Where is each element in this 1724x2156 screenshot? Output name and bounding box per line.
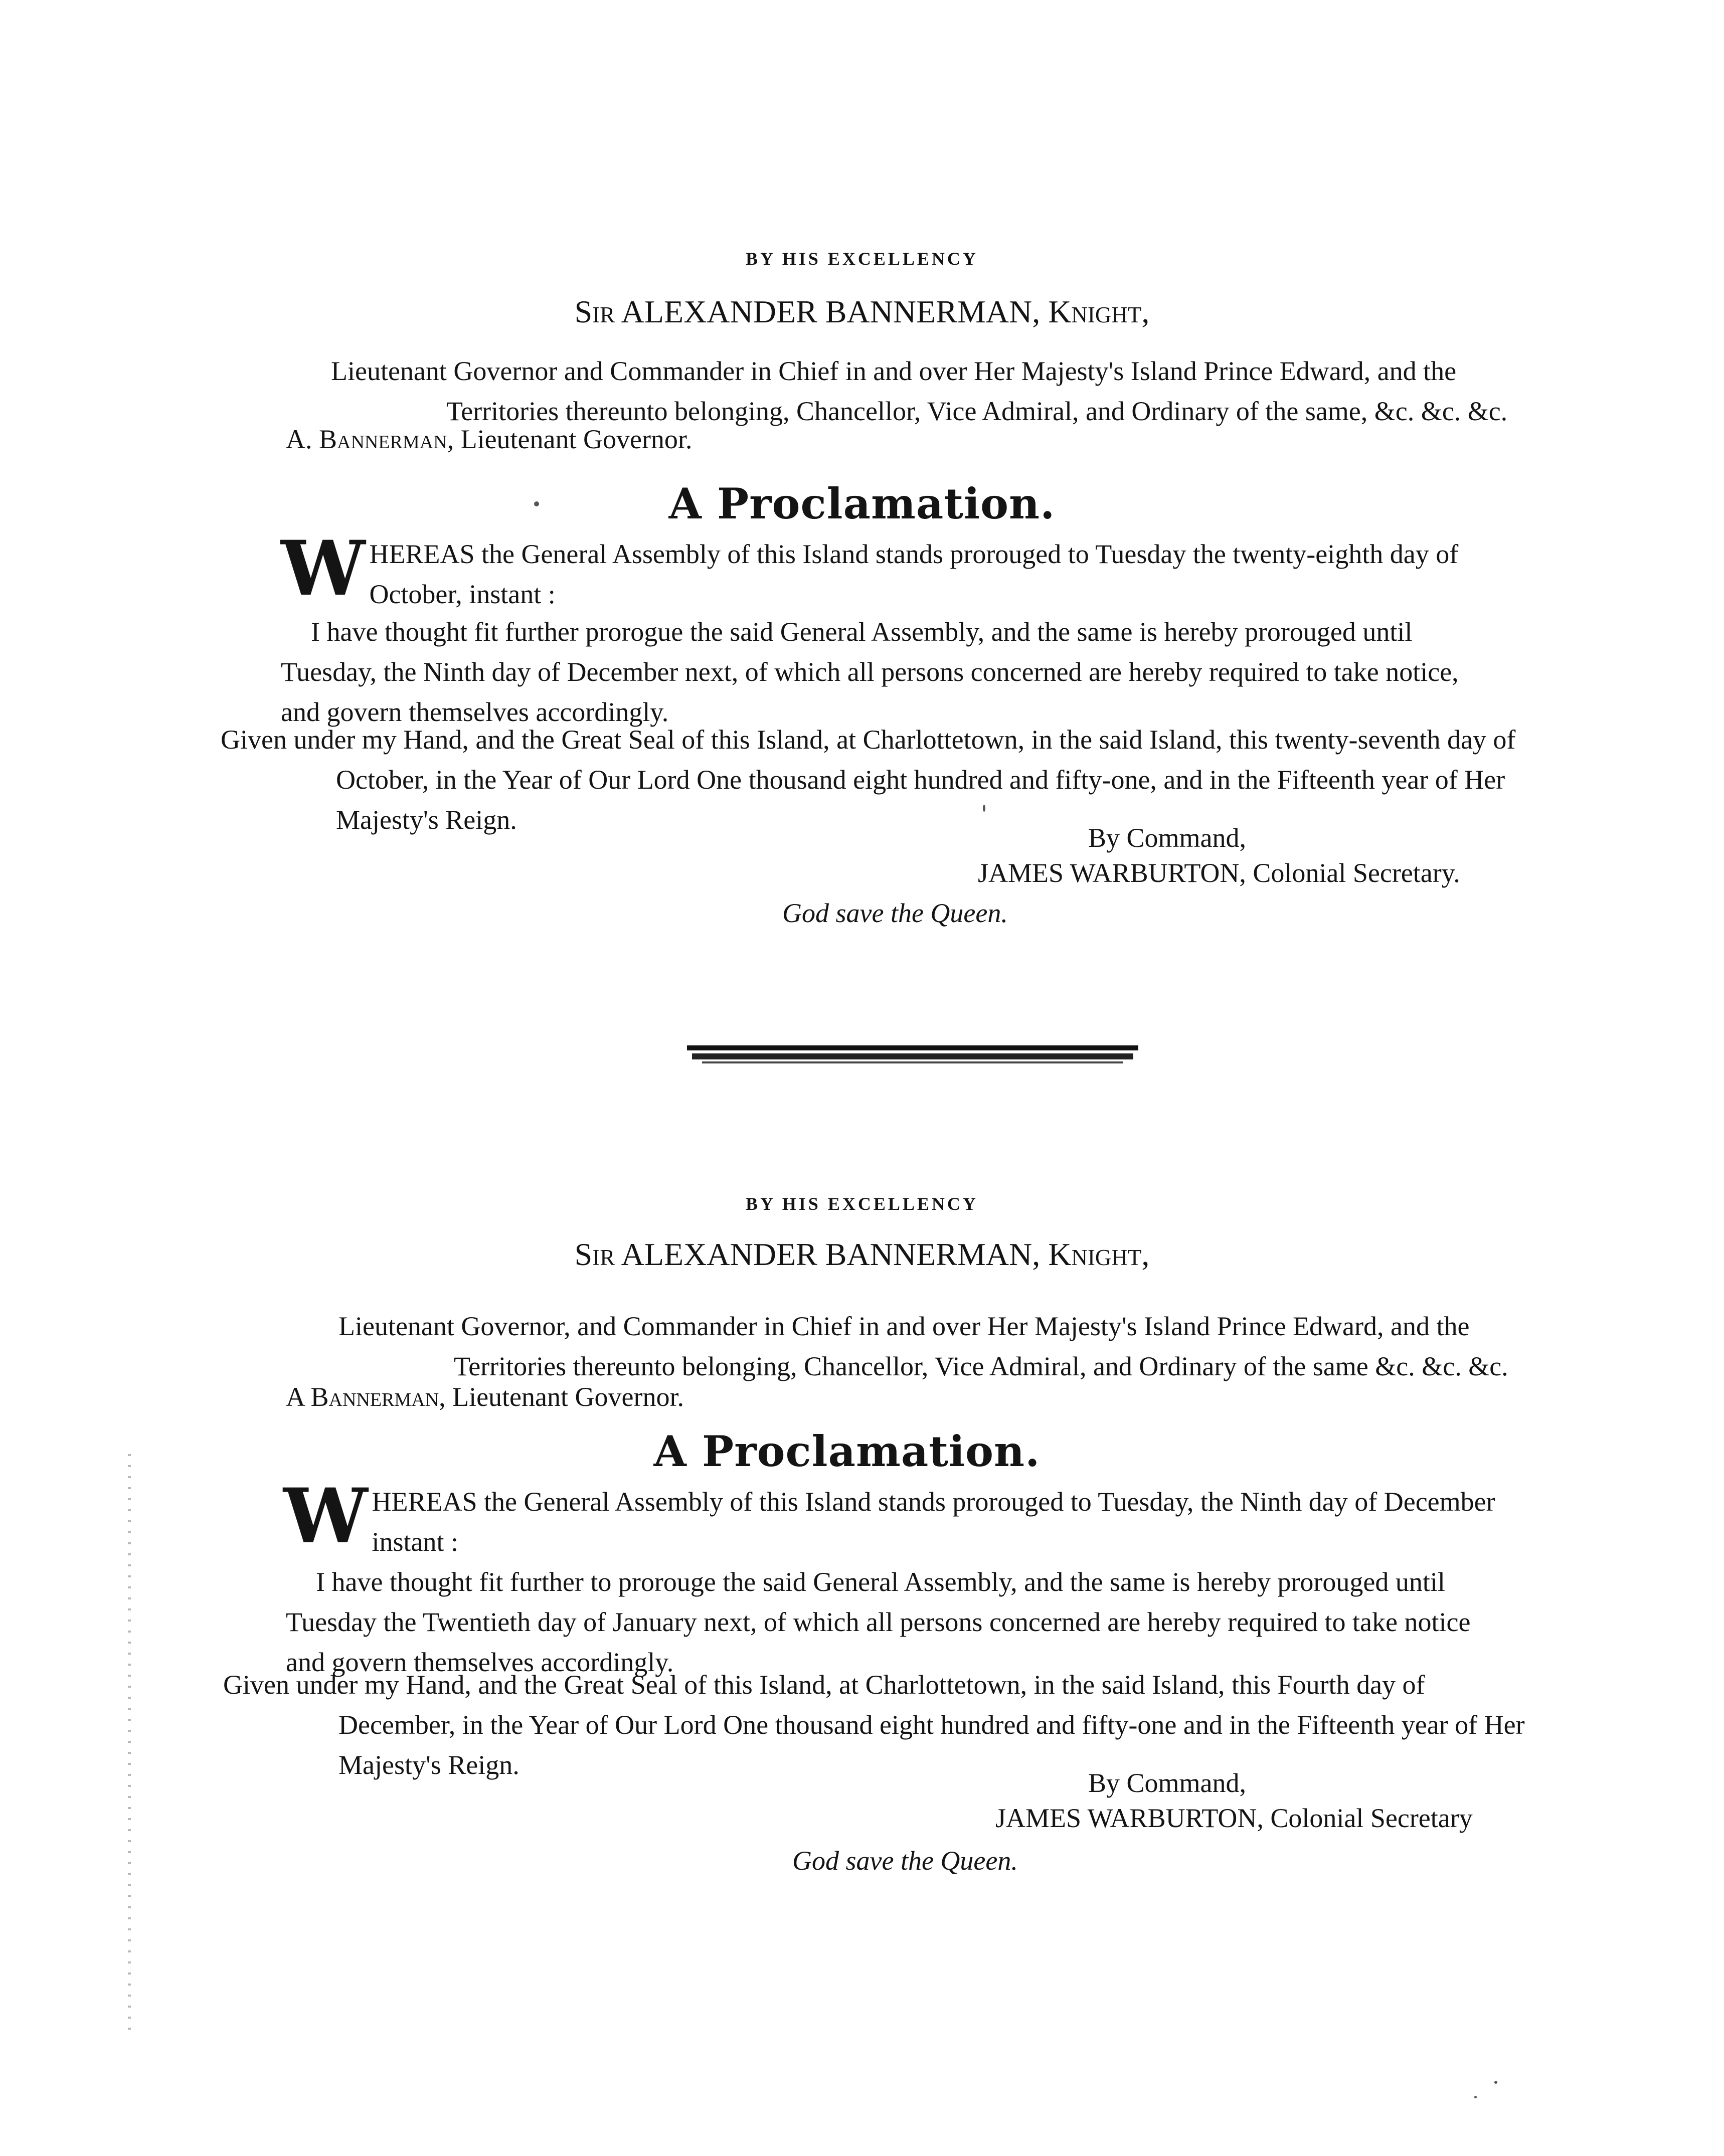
governor-suffix: Knight,: [1048, 1236, 1150, 1272]
signer-title: Lieutenant Governor.: [460, 424, 693, 454]
titles-line-2: Territories thereunto belonging, Chancellor, Vice Admiral, and Ordinary of the same, &c. &c. &c.: [446, 396, 1508, 426]
governor-name: ALEXANDER BANNERMAN,: [621, 1236, 1041, 1272]
scan-speck: [534, 501, 539, 506]
divider-rule-bottom: [702, 1061, 1123, 1063]
governor-prefix: Sir: [574, 294, 615, 329]
given-under-paragraph: Given under my Hand, and the Great Seal of this Island, at Charlottetown, in the said Island, this Fourth day of December, in the Year of Our Lord One thousand eight hundred and fifty-one and in the Fifteenth year of Her Majesty's Reign.: [223, 1670, 1525, 1780]
prorogue-paragraph: I have thought fit further to prorouge the said General Assembly, and the same is hereby prorouged until Tuesday the Twentieth day of January next, of which all persons concerned are hereby required to take notice and govern themselves accordingly.: [286, 1567, 1471, 1677]
signer-title: Lieutenant Governor.: [452, 1382, 684, 1412]
proclamation-headline: A Proclamation.: [668, 479, 1056, 528]
signer-name: A. Bannerman,: [286, 424, 454, 454]
section-divider-rule: [687, 1045, 1138, 1065]
prorogue-paragraph: I have thought fit further prorogue the said General Assembly, and the same is hereby prorouged until Tuesday, the Ninth day of December next, of which all persons concerned are hereby required to take notice, and govern themselves accordingly.: [281, 617, 1459, 727]
colonial-secretary: JAMES WARBURTON, Colonial Secretary: [995, 1803, 1473, 1833]
governor-prefix: Sir: [574, 1236, 615, 1272]
governor-titles: [338, 1306, 1508, 1386]
scan-speck: [983, 805, 985, 812]
signer-line: [286, 424, 692, 455]
colonial-secretary: JAMES WARBURTON, Colonial Secretary.: [978, 858, 1460, 888]
whereas-text: HEREAS the General Assembly of this Island stands prorouged to Tuesday the twenty-eighth day of October, instant :: [369, 539, 1459, 609]
by-his-excellency-heading: BY HIS EXCELLENCY: [746, 1194, 978, 1214]
divider-rule-middle: [692, 1053, 1133, 1059]
governor-titles: [331, 351, 1507, 431]
signer-line: [286, 1381, 684, 1412]
governor-name-line: [0, 1236, 1724, 1273]
proclamation-headline: A Proclamation.: [653, 1426, 1041, 1476]
titles-line-1: Lieutenant Governor and Commander in Chief in and over Her Majesty's Island Prince Edward, and the: [331, 356, 1457, 386]
by-command: By Command,: [1088, 823, 1247, 853]
governor-name: ALEXANDER BANNERMAN,: [621, 294, 1041, 329]
scan-speck: [1474, 2096, 1477, 2098]
signer-name: A Bannerman,: [286, 1382, 446, 1412]
whereas-text: HEREAS the General Assembly of this Island stands prorouged to Tuesday, the Ninth day of December instant :: [372, 1487, 1495, 1557]
drop-cap-letter: W: [283, 1472, 368, 1560]
by-his-excellency-heading: BY HIS EXCELLENCY: [746, 249, 978, 269]
whereas-paragraph: [283, 1472, 1497, 1562]
scan-margin-specks: [128, 1454, 131, 2031]
titles-line-1: Lieutenant Governor, and Commander in Chief in and over Her Majesty's Island Prince Edward, and the: [338, 1311, 1470, 1341]
by-command: By Command,: [1088, 1768, 1247, 1798]
scan-speck: [1494, 2081, 1497, 2084]
titles-line-2: Territories thereunto belonging, Chancellor, Vice Admiral, and Ordinary of the same &c. &c. &c.: [454, 1351, 1508, 1381]
divider-rule-top: [687, 1045, 1138, 1050]
god-save-the-queen: God save the Queen.: [782, 898, 1008, 928]
god-save-the-queen: God save the Queen.: [792, 1846, 1018, 1876]
governor-name-line: [0, 293, 1724, 330]
drop-cap-letter: W: [281, 524, 366, 613]
governor-suffix: Knight,: [1048, 294, 1150, 329]
given-under-paragraph: Given under my Hand, and the Great Seal of this Island, at Charlottetown, in the said Island, this twenty-seventh day of October, in the Year of Our Lord One thousand eight hundred and fifty-one, and in the Fifteenth year of Her Majesty's Reign.: [221, 725, 1516, 835]
whereas-paragraph: [281, 524, 1494, 614]
